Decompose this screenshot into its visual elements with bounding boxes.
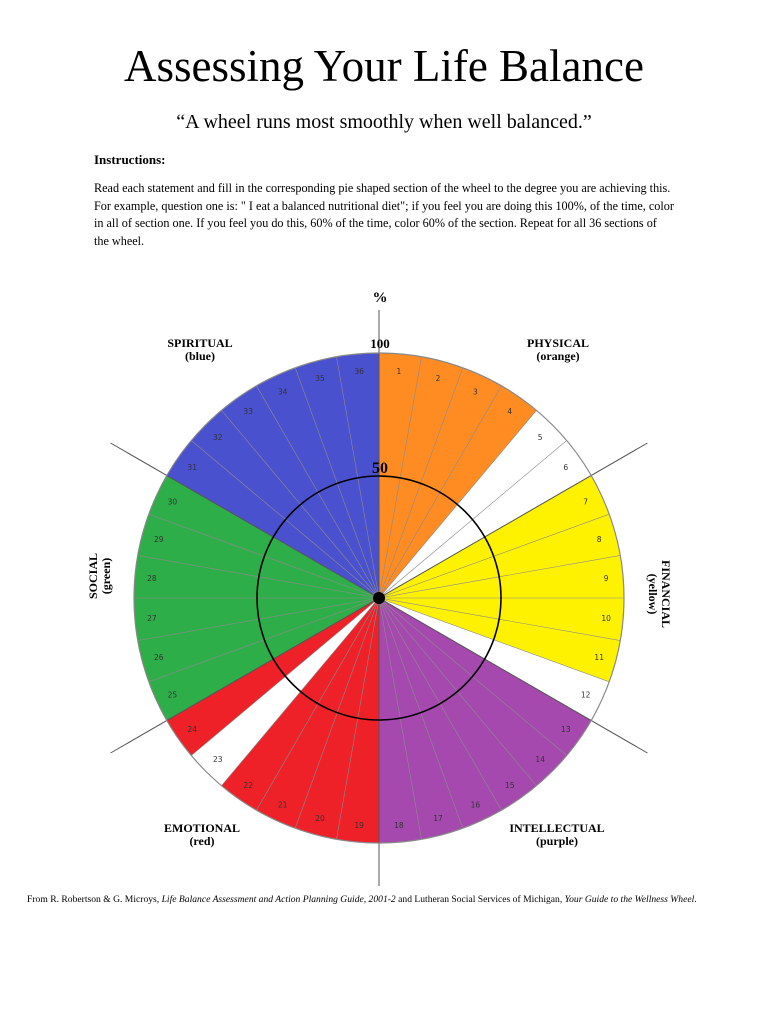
section-number-21: 21 [277,800,288,810]
section-number-22: 22 [243,780,253,790]
category-label-social: SOCIAL [86,552,100,600]
section-number-12: 12 [580,690,591,700]
section-number-36: 36 [354,366,364,376]
category-label-emotional: EMOTIONAL [163,821,241,835]
section-number-27: 27 [147,613,157,623]
category-label-financial: FINANCIAL [659,559,673,629]
life-balance-wheel [0,270,768,890]
section-number-34: 34 [277,387,288,397]
section-number-7: 7 [583,497,588,507]
section-number-14: 14 [535,755,545,765]
section-number-28: 28 [147,574,157,584]
section-number-5: 5 [537,432,543,442]
footer-prefix: From R. Robertson & G. Microys, [27,894,162,905]
section-number-2: 2 [435,373,441,383]
section-number-20: 20 [315,814,325,824]
label-50: 50 [372,460,388,477]
section-number-26: 26 [154,653,164,662]
section-number-3: 3 [473,387,478,397]
footer-source-2: Your Guide to the Wellness Wheel [564,894,695,905]
section-number-6: 6 [563,463,569,473]
percent-symbol: % [372,290,388,306]
category-color-intellectual: (purple) [536,834,578,848]
footer-middle: and Lutheran Social Services of Michigan, [395,894,565,905]
instructions-heading: Instructions: [94,152,166,167]
section-number-15: 15 [505,780,515,790]
footer-citation [27,892,717,907]
wheel-hub [373,592,385,604]
page-title: Assessing Your Life Balance [124,41,644,91]
section-number-16: 16 [470,800,481,810]
category-label-physical: PHYSICAL [526,336,590,350]
footer-suffix: . [694,894,697,905]
footer-source-1: Life Balance Assessment and Action Planning Guide, 2001-2 [161,894,396,905]
section-number-13: 13 [561,724,571,734]
section-number-31: 31 [187,463,197,473]
section-number-8: 8 [596,535,602,544]
quote: “A wheel runs most smoothly when well balanced.” [176,111,592,133]
section-number-17: 17 [433,814,443,824]
section-number-18: 18 [394,821,404,831]
category-color-physical: (orange) [536,349,580,363]
section-number-23: 23 [213,755,223,765]
label-100: 100 [370,336,390,351]
section-number-24: 24 [187,724,197,734]
category-label-intellectual: INTELLECTUAL [509,821,605,835]
section-number-19: 19 [354,821,364,831]
section-number-9: 9 [603,574,609,584]
category-color-emotional: (red) [189,834,215,848]
section-number-35: 35 [315,373,325,383]
section-number-10: 10 [601,613,611,623]
section-number-30: 30 [167,497,178,507]
category-color-spiritual: (blue) [185,349,215,363]
wheel-grid [111,310,648,886]
category-color-financial: (yellow) [646,573,660,615]
section-number-4: 4 [507,407,513,417]
instructions-body: Read each statement and fill in the corresponding pie shaped section of the wheel to the degree you are achieving this. For example, question one is: " I eat a balanced nutritional diet"; if you feel you are doing this 100%, of the time, color in all of section one. If you feel you do this, 60% of the time, color 60% of the section. Repeat for all 36 sections of the wheel. [94,181,674,248]
section-number-11: 11 [594,653,604,662]
category-color-social: (green) [99,557,113,595]
section-number-32: 32 [213,432,223,442]
section-number-25: 25 [167,690,178,700]
section-number-29: 29 [154,535,164,544]
section-number-1: 1 [396,366,402,376]
category-label-spiritual: SPIRITUAL [167,336,233,350]
section-number-33: 33 [243,407,253,417]
